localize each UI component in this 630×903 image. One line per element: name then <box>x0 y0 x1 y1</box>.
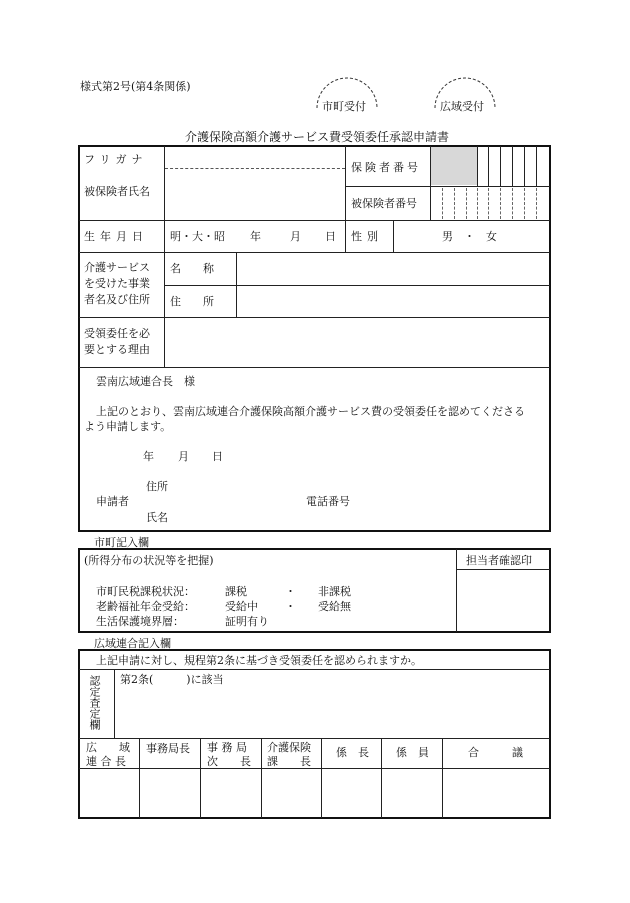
reason-label-line2: 要とする理由 <box>84 343 150 356</box>
applicant-name-label: 氏名 <box>146 511 168 524</box>
date-year-label: 年 <box>143 450 154 463</box>
gender-label: 性別 <box>351 230 383 243</box>
applicant-address-label: 住所 <box>146 480 168 493</box>
insured-name-label: 被保険者氏名 <box>84 185 150 198</box>
date-month-label: 月 <box>178 450 189 463</box>
approver-care-chief-line2: 課 長 <box>267 755 311 768</box>
tax-option-taxed: 課税 <box>225 585 247 598</box>
city-note: (所得分布の状況等を把握) <box>84 554 214 567</box>
provider-label-line3: 者名及び住所 <box>84 293 150 306</box>
approver-wide-chief-line2: 連 合 長 <box>86 755 126 768</box>
confirm-stamp-label: 担当者確認印 <box>466 554 532 567</box>
decision-label: 認定査定欄 <box>88 675 101 730</box>
tax-status-label: 市町民税課税状況： <box>96 585 195 598</box>
furigana-label: フリガナ <box>84 153 148 166</box>
approver-secretariat-head: 事務局長 <box>146 742 190 755</box>
reason-label-line1: 受領委任を必 <box>84 327 150 340</box>
pension-label: 老齢福祉年金受給： <box>96 600 195 613</box>
birth-day-label: 日 <box>325 230 336 243</box>
form-title: 介護保険高額介護サービス費受領委任承認申請書 <box>185 130 450 144</box>
pension-separator: ・ <box>285 600 296 613</box>
welfare-label: 生活保護境界層： <box>96 615 184 628</box>
approver-staff: 係 員 <box>396 746 429 759</box>
approver-section-chief: 係 長 <box>336 746 369 759</box>
tax-separator: ・ <box>285 585 296 598</box>
pension-option-receiving: 受給中 <box>225 600 258 613</box>
provider-label-line1: 介護サービス <box>84 261 150 274</box>
approver-deputy-line1: 事 務 局 <box>207 741 247 754</box>
approver-deputy-line2: 次 長 <box>207 755 251 768</box>
tax-option-untaxed: 非課税 <box>318 585 351 598</box>
provider-label-line2: を受けた事業 <box>84 277 150 290</box>
city-section-heading: 市町記入欄 <box>94 536 149 549</box>
insurer-number-label: 保険者番号 <box>351 161 421 174</box>
approver-wide-chief-line1: 広 域 <box>86 741 130 754</box>
approver-consultation: 合 議 <box>468 746 523 759</box>
birth-year-label: 年 <box>250 230 261 243</box>
pension-option-none: 受給無 <box>318 600 351 613</box>
wide-reception-label: 広域受付 <box>440 100 484 113</box>
provider-name-label: 名 称 <box>170 262 214 275</box>
gender-options: 男 ・ 女 <box>442 230 497 243</box>
wide-section-heading: 広域連合記入欄 <box>94 637 171 650</box>
approver-care-chief-line1: 介護保険 <box>267 741 311 754</box>
insurer-number-shaded-cell <box>431 147 477 185</box>
welfare-value: 証明有り <box>225 615 269 628</box>
birth-month-label: 月 <box>290 230 301 243</box>
provider-address-label: 住 所 <box>170 295 214 308</box>
date-day-label: 日 <box>212 450 223 463</box>
declaration-body-line2: よう申請します。 <box>84 420 172 433</box>
phone-label: 電話番号 <box>306 495 350 508</box>
city-reception-label: 市町受付 <box>322 100 366 113</box>
applicant-label: 申請者 <box>96 495 129 508</box>
birth-label: 生年月日 <box>84 230 148 243</box>
article-field: 第2条( )に該当 <box>120 673 224 686</box>
approval-question: 上記申請に対し、規程第2条に基づき受領委任を認められますか。 <box>96 654 422 667</box>
form-number: 様式第2号(第4条関係) <box>80 80 191 93</box>
declaration-body-line1: 上記のとおり、雲南広域連合介護保険高額介護サービス費の受領委任を認めてくださる <box>96 405 525 418</box>
addressee: 雲南広域連合長 様 <box>96 375 195 388</box>
insured-number-label: 被保険者番号 <box>351 197 417 210</box>
era-options: 明・大・昭 <box>170 230 225 243</box>
